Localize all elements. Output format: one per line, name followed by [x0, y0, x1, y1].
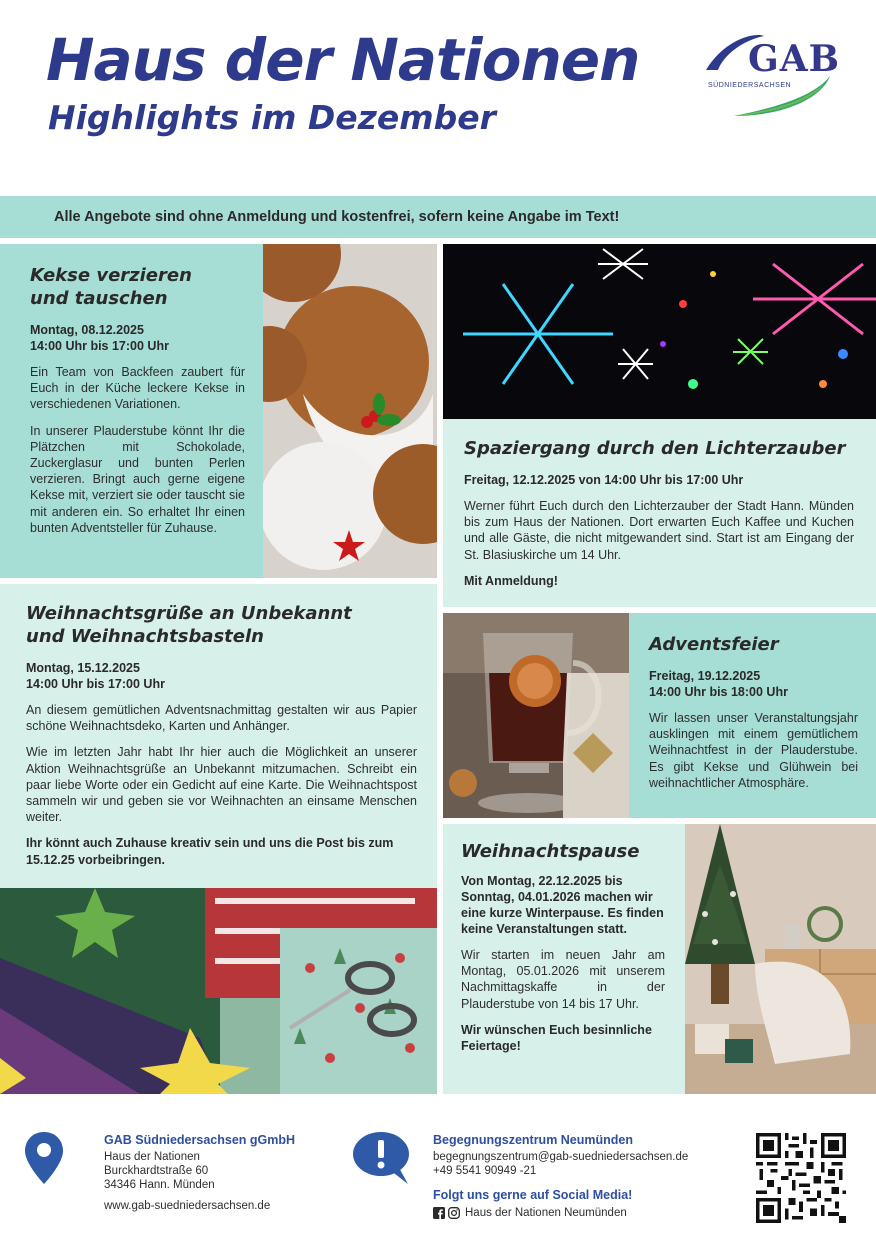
event-pause-panel: [443, 824, 685, 1094]
event-advent-panel: [629, 613, 876, 818]
event-pause-date: Von Montag, 22.12.2025 bis Sonntag, 04.01.2026 machen wir eine kurze Winterpause. Es finden keine Veranstaltungen statt.: [461, 874, 664, 936]
light-snowflakes-photo: [443, 244, 876, 419]
event-kekse-text-2: In unserer Plauderstube könnt Ihr die Plätzchen mit Schokolade, Zuckerglasur und bunten Perlen verzieren. Bringt auch gerne eigene Kekse mit, verziert sie oder tauscht sie mit anderen ein. So erhaltet Ihr einen bunten Adventsteller für Zuhause.: [30, 423, 245, 535]
event-pause-note: Wir wünschen Euch besinnliche Feiertage!: [461, 1022, 652, 1054]
notice-banner: Alle Angebote sind ohne Anmeldung und kostenfrei, sofern keine Angabe im Text!: [0, 196, 876, 238]
logo-wordmark: GAB: [748, 38, 841, 80]
event-lichter-text: Werner führt Euch durch den Lichterzauber der Stadt Hann. Münden bis zum Haus der Nationen. Dort erwarten Euch Kaffee und Kuchen und alle Gäste, die nicht mitgewandert sind. Start ist am Eingang der St. Blasiuskirche um 14 Uhr.: [464, 499, 854, 562]
page-subtitle: Highlights im Dezember: [48, 98, 496, 137]
event-kekse-text-1: Ein Team von Backfeen zaubert für Euch in der Küche leckere Kekse in verschiedenen Variationen.: [30, 365, 245, 412]
facebook-icon[interactable]: [433, 1207, 445, 1219]
instagram-icon[interactable]: [448, 1207, 460, 1219]
footer-center-name: Begegnungszentrum Neumünden: [433, 1133, 634, 1147]
event-advent-date: Freitag, 19.12.2025 14:00 Uhr bis 18:00 Uhr: [649, 669, 788, 699]
event-gruesse-date: Montag, 15.12.2025 14:00 Uhr bis 17:00 Uhr: [26, 661, 165, 691]
christmas-tree-photo: [685, 824, 876, 1094]
footer-phone[interactable]: +49 5541 90949 -21: [433, 1165, 537, 1177]
event-advent-title: Adventsfeier: [649, 634, 779, 655]
footer-social-row[interactable]: [433, 1206, 627, 1220]
event-pause-title: Weihnachtspause: [461, 841, 640, 862]
event-gruesse-panel: [0, 584, 437, 888]
event-lichter-date: Freitag, 12.12.2025 von 14:00 Uhr bis 17:00 Uhr: [464, 473, 744, 487]
event-pause-text: Wir starten im neuen Jahr am Montag, 05.01.2026 mit unserem Nachmittagskaffe in der Plauderstube von 14 bis 17 Uhr.: [461, 948, 665, 1011]
footer-org-line-2: Burckhardtstraße 60: [104, 1165, 209, 1177]
footer-org-line-3: 34346 Hann. Münden: [104, 1179, 215, 1191]
mulled-wine-photo: [443, 613, 629, 818]
footer-website[interactable]: www.gab-suedniedersachsen.de: [104, 1200, 271, 1212]
chat-exclamation-icon: [352, 1132, 410, 1184]
event-gruesse-text-2: Wie im letzten Jahr habt Ihr hier auch die Möglichkeit an unserer Aktion Weihnachtsgrüße an Unbekannt mitzumachen. Schreibt ein paar liebe Worte oder ein Gedicht auf eine Karte. Die Weihnachtspost sammeln wir und geben sie vor Weihnachten an einsame Menschen weiter.: [26, 745, 417, 825]
logo-subline: SÜDNIEDERSACHSEN: [708, 82, 792, 89]
event-gruesse-text-1: An diesem gemütlichen Adventsnachmittag gestalten wir aus Papier schöne Weihnachtsdeko, Karten und Anhänger.: [26, 703, 417, 734]
event-gruesse-note: Ihr könnt auch Zuhause kreativ sein und uns die Post bis zum 15.12.25 vorbeibringen.: [26, 836, 394, 867]
event-lichter-note: Mit Anmeldung!: [464, 573, 558, 588]
event-gruesse-title: Weihnachtsgrüße an Unbekannt und Weihnachtsbasteln: [26, 603, 352, 647]
footer-email[interactable]: begegnungszentrum@gab-suedniedersachsen.de: [433, 1151, 689, 1163]
event-advent-text: Wir lassen unser Veranstaltungsjahr ausklingen mit einem gemütlichem Weihnachtfest in der Plauderstube. Es gibt Kekse und Glühwein bei weihnachtlicher Atmosphäre.: [649, 711, 858, 790]
footer-org-name: GAB Südniedersachsen gGmbH: [104, 1133, 296, 1147]
page-title: Haus der Nationen: [46, 26, 640, 94]
event-kekse-panel: [0, 244, 263, 578]
footer-social-heading: Folgt uns gerne auf Social Media!: [433, 1188, 633, 1202]
event-lichter-title: Spaziergang durch den Lichterzauber: [464, 438, 846, 459]
cookies-photo: [263, 244, 437, 578]
event-lichter-panel: [443, 419, 876, 607]
craft-paper-photo: [0, 888, 437, 1094]
footer-org-line-1: Haus der Nationen: [104, 1151, 200, 1163]
qr-code[interactable]: [756, 1133, 846, 1223]
footer-social-handle: Haus der Nationen Neumünden: [465, 1207, 627, 1219]
event-kekse-title: Kekse verzieren und tauschen: [30, 265, 192, 309]
event-kekse-date: Montag, 08.12.2025 14:00 Uhr bis 17:00 Uhr: [30, 323, 169, 353]
location-pin-icon: [25, 1132, 63, 1184]
